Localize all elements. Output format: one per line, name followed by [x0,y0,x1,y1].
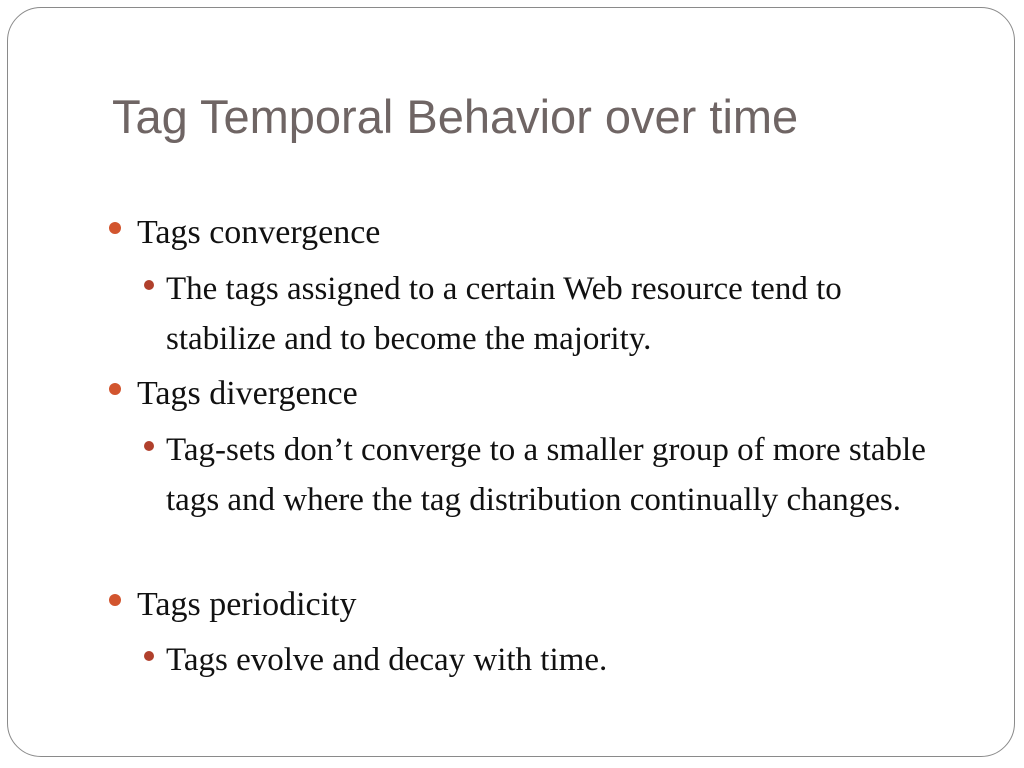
slide-title: Tag Temporal Behavior over time [112,90,799,143]
bullet-item [137,585,357,625]
bullet-item [137,213,380,253]
bullet-dot-icon [109,383,121,395]
sub-bullet-text: Tags evolve and decay with time. [166,642,608,678]
bullet-dot-icon [109,222,121,234]
sub-bullet-text: Tag-sets don’t converge to a smaller group of more stable tags and where the tag distribution continually changes. [166,432,926,518]
bullet-text: Tags periodicity [137,586,357,623]
sub-bullet-text: The tags assigned to a certain Web resource tend to stabilize and to become the majority. [166,271,842,357]
bullet-text: Tags convergence [137,214,381,251]
sub-bullet-item [166,425,956,525]
sub-bullet-dot-icon [144,280,154,290]
sub-bullet-dot-icon [144,441,154,451]
bullet-text: Tags divergence [137,375,358,412]
sub-bullet-item [166,635,956,685]
sub-bullet-item [166,264,956,364]
bullet-dot-icon [109,594,121,606]
bullet-item [137,374,358,414]
sub-bullet-dot-icon [144,651,154,661]
